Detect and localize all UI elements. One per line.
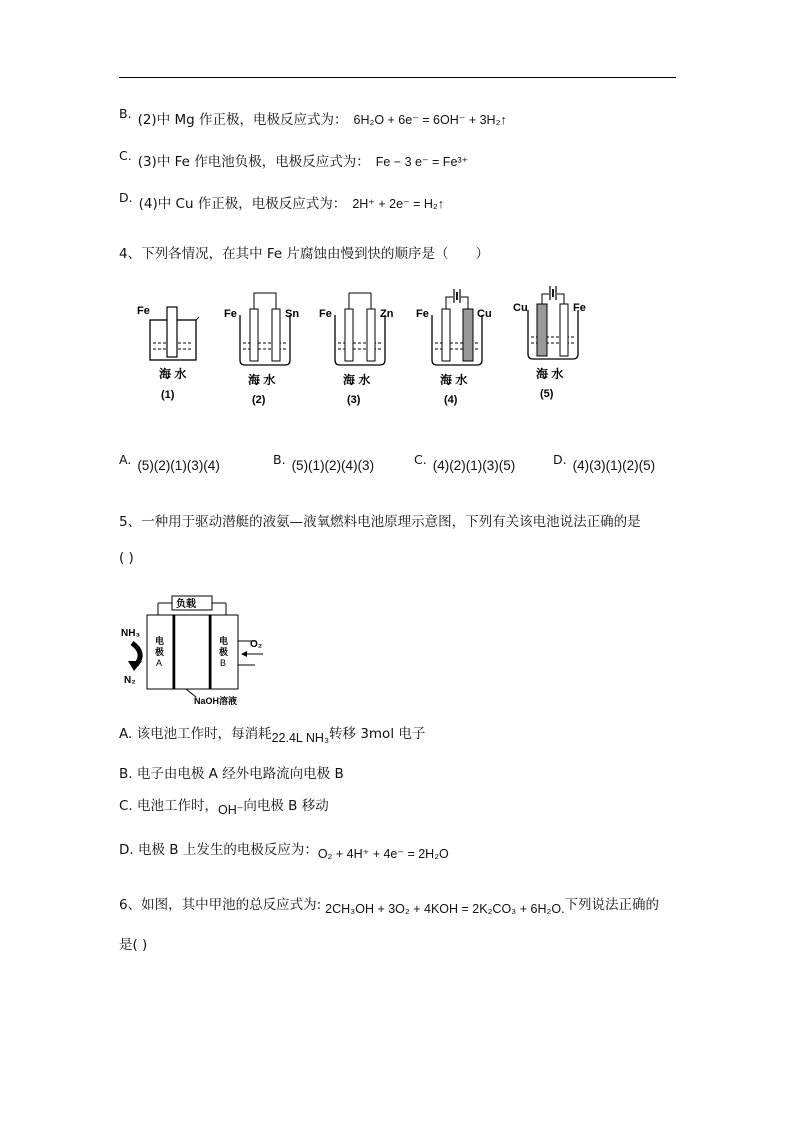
nh3-label: NH₃	[121, 628, 141, 639]
beaker-3-number: (3)	[347, 394, 361, 406]
electrode-b-char1: 电	[219, 636, 229, 646]
beaker-3-solution-label: 海 水	[343, 373, 371, 387]
beaker-2-right-label: Sn	[285, 308, 300, 320]
q5-fuel-cell-diagram	[118, 593, 288, 705]
beaker-3	[319, 293, 394, 406]
electrode-b-char2: 极	[219, 647, 229, 657]
q5-stem-line2: ( )	[119, 550, 134, 566]
q4-option-b: B. (5)(1)(2)(4)(3)	[273, 452, 375, 473]
beaker-4-left-label: Fe	[416, 308, 429, 320]
o2-label: O₂	[250, 639, 263, 650]
beaker-1	[137, 305, 199, 401]
beaker-5	[513, 286, 586, 400]
q4-option-d: D. (4)(3)(1)(2)(5)	[553, 452, 656, 473]
beaker-1-left-label: Fe	[137, 305, 150, 317]
q6-stem-line2: 是( )	[119, 937, 148, 953]
beaker-5-number: (5)	[540, 388, 554, 400]
naoh-label: NaOH溶液	[194, 696, 238, 705]
q3-option-b: B. (2)中 Mg 作正极，电极反应式为： 6H₂O + 6e⁻ = 6OH⁻ + 3H₂↑	[119, 106, 507, 128]
q3-option-c: C. (3)中 Fe 作电池负极，电极反应式为： Fe − 3 e⁻ = Fe³⁺	[119, 148, 469, 170]
beaker-5-solution-label: 海 水	[536, 367, 564, 381]
load-label: 负载	[176, 599, 196, 610]
beaker-2	[224, 293, 299, 406]
beaker-1-solution-label: 海 水	[159, 367, 187, 381]
beaker-5-left-label: Cu	[513, 302, 528, 314]
n2-label: N₂	[124, 675, 136, 686]
q4-beaker-figure	[130, 285, 600, 415]
q5-option-d: D. 电极 B 上发生的电极反应为：O₂ + 4H⁺ + 4e⁻ = 2H₂O	[119, 842, 449, 861]
beaker-1-number: (1)	[161, 389, 175, 401]
beaker-4-number: (4)	[444, 394, 458, 406]
q5-option-b: B. 电子由电极 A 经外电路流向电极 B	[119, 766, 344, 782]
q3-option-d: D. (4)中 Cu 作正极，电极反应式为： 2H⁺ + 2e⁻ = H₂↑	[119, 190, 445, 212]
q5-option-a: A. 该电池工作时，每消耗22.4L NH₃转移 3mol 电子	[119, 726, 426, 745]
beaker-5-right-label: Fe	[573, 302, 586, 314]
electrode-a-char2: 极	[155, 647, 165, 657]
q6-stem-line1: 6、如图，其中甲池的总反应式为: 2CH₃OH + 3O₂ + 4KOH = 2K₂CO₃ + 6H₂O.下列说法正确的	[119, 897, 660, 916]
electrode-a-char3: A	[156, 658, 163, 668]
beaker-4-right-label: Cu	[477, 308, 492, 320]
beaker-2-number: (2)	[252, 394, 266, 406]
beaker-4-solution-label: 海 水	[440, 373, 468, 387]
q5-option-c: C. 电池工作时，OH⁻向电极 B 移动	[119, 798, 329, 817]
beaker-2-left-label: Fe	[224, 308, 237, 320]
electrode-b-char3: B	[220, 658, 227, 668]
q4-stem: 4、下列各情况，在其中 Fe 片腐蚀由慢到快的顺序是（ ）	[119, 246, 490, 262]
beaker-4	[416, 289, 492, 406]
beaker-3-left-label: Fe	[319, 308, 332, 320]
q4-option-c: C. (4)(2)(1)(3)(5)	[414, 452, 516, 473]
beaker-3-right-label: Zn	[380, 308, 394, 320]
q4-option-a: A. (5)(2)(1)(3)(4)	[119, 452, 220, 473]
q5-stem-line1: 5、一种用于驱动潜艇的液氨—液氧燃料电池原理示意图，下列有关该电池说法正确的是	[119, 514, 641, 530]
electrode-a-char1: 电	[155, 636, 165, 646]
beaker-2-solution-label: 海 水	[248, 373, 276, 387]
top-rule	[119, 77, 676, 78]
